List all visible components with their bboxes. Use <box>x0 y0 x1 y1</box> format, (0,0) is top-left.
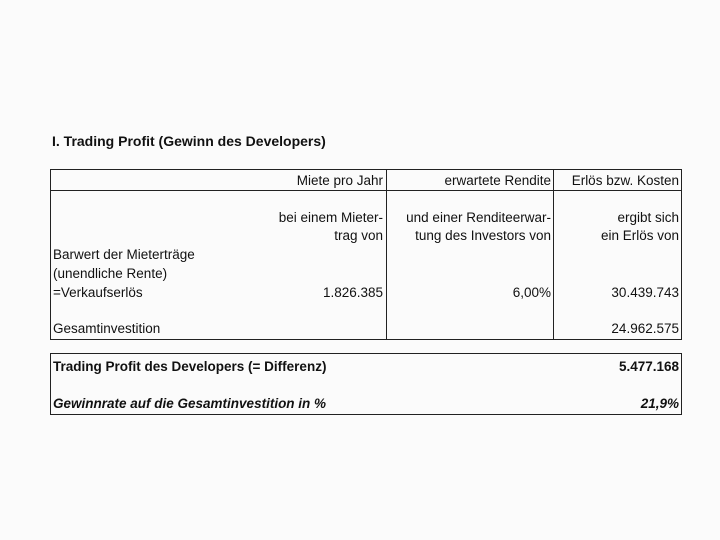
value-yield: 6,00% <box>512 285 551 300</box>
rate-label: Gewinnrate auf die Gesamtinvestition in % <box>53 396 327 411</box>
investment-label: Gesamtinvestition <box>53 321 161 336</box>
sub-proceeds-line1: ergibt sich <box>617 210 679 225</box>
sub-rent-line2: trag von <box>334 228 383 243</box>
value-proceeds: 30.439.743 <box>611 285 679 300</box>
profit-value: 5.477.168 <box>618 359 679 374</box>
sub-rent-line1: bei einem Mieter- <box>278 210 383 225</box>
value-rent: 1.826.385 <box>322 285 383 300</box>
section-heading: I. Trading Profit (Gewinn des Developers) <box>52 133 326 149</box>
summary-table <box>50 353 682 415</box>
investment-table <box>50 169 682 340</box>
row-label-line3: =Verkaufserlös <box>53 285 143 300</box>
header-yield: erwartete Rendite <box>444 173 551 188</box>
row-label-line2: (unendliche Rente) <box>53 266 168 281</box>
column-divider-1 <box>386 170 387 339</box>
sub-yield-line1: und einer Renditeerwar- <box>406 210 551 225</box>
sub-proceeds-line2: ein Erlös von <box>600 228 679 243</box>
header-divider <box>51 190 681 191</box>
rate-value: 21,9% <box>640 396 679 411</box>
profit-label: Trading Profit des Developers (= Differenz) <box>53 359 327 374</box>
sub-yield-line2: tung des Investors von <box>415 228 551 243</box>
column-divider-2 <box>553 170 554 339</box>
investment-value: 24.962.575 <box>611 321 679 336</box>
row-label-line1: Barwert der Mieterträge <box>53 247 195 262</box>
header-proceeds: Erlös bzw. Kosten <box>571 173 679 188</box>
header-rent: Miete pro Jahr <box>296 173 383 188</box>
